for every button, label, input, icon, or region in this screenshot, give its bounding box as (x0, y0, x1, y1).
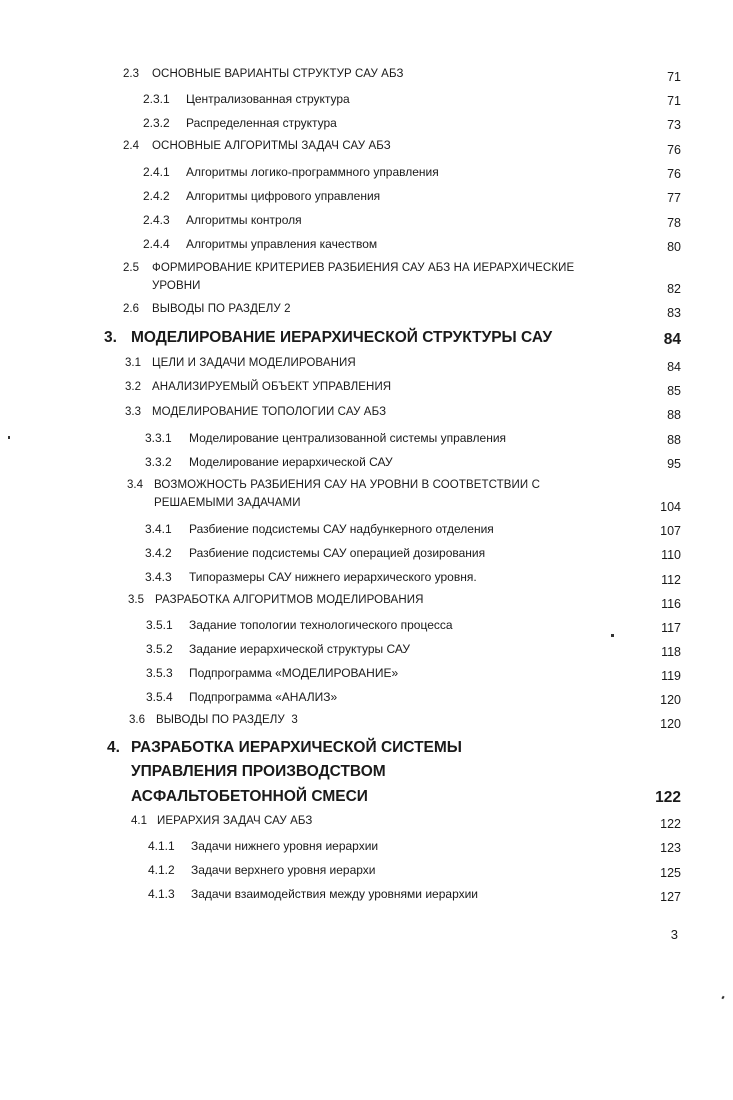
entry-number: 3.4 (127, 479, 143, 491)
entry-page: 76 (667, 167, 681, 181)
chapter-title-line-3: АСФАЛЬТОБЕТОННОЙ СМЕСИ (131, 788, 368, 805)
chapter-title-line-2: УПРАВЛЕНИЯ ПРОИЗВОДСТВОМ (131, 763, 386, 780)
entry-number: 2.3.2 (143, 116, 170, 130)
entry-page: 95 (667, 457, 681, 471)
entry-number: 2.3 (123, 68, 139, 80)
entry-page: 83 (667, 306, 681, 320)
entry-title: ЦЕЛИ И ЗАДАЧИ МОДЕЛИРОВАНИЯ (152, 357, 356, 369)
entry-number: 3.5.1 (146, 618, 173, 632)
entry-number: 3.5.3 (146, 666, 173, 680)
entry-number: 2.4 (123, 140, 139, 152)
entry-number: 2.4.4 (143, 237, 170, 251)
entry-title: Алгоритмы цифрового управления (186, 189, 381, 203)
entry-title: Алгоритмы управления качеством (186, 237, 378, 251)
entry-page: 119 (661, 669, 681, 683)
entry-title: РАЗРАБОТКА АЛГОРИТМОВ МОДЕЛИРОВАНИЯ (155, 594, 424, 606)
chapter-title-line-1: РАЗРАБОТКА ИЕРАРХИЧЕСКОЙ СИСТЕМЫ (131, 739, 462, 756)
entry-number: 4.1.3 (148, 887, 175, 901)
entry-number: 2.4.2 (143, 189, 170, 203)
entry-page: 71 (667, 94, 681, 108)
entry-title: Алгоритмы контроля (186, 213, 302, 227)
entry-number: 3.1 (125, 357, 141, 369)
entry-title-line-1: ВОЗМОЖНОСТЬ РАЗБИЕНИЯ САУ НА УРОВНИ В СООТВЕТСТВИИ С (154, 479, 540, 491)
entry-number: 3.5.2 (146, 642, 173, 656)
entry-page: 88 (667, 408, 681, 422)
entry-title: ОСНОВНЫЕ ВАРИАНТЫ СТРУКТУР САУ АБЗ (152, 68, 404, 80)
entry-number: 3.6 (129, 714, 145, 726)
entry-page: 88 (667, 433, 681, 447)
entry-title-line-2: УРОВНИ (152, 280, 201, 292)
entry-number: 2.5 (123, 262, 139, 274)
entry-page: 122 (660, 817, 681, 831)
entry-title: ИЕРАРХИЯ ЗАДАЧ САУ АБЗ (157, 815, 313, 827)
entry-title: Моделирование централизованной системы управления (189, 431, 507, 445)
entry-title: Задачи нижнего уровня иерархии (191, 839, 379, 853)
page-number: 3 (670, 927, 678, 942)
entry-number: 3.4.3 (145, 570, 172, 584)
entry-page: 85 (667, 384, 681, 398)
entry-number: 2.6 (123, 303, 139, 315)
entry-page: 110 (661, 548, 681, 562)
entry-title: Типоразмеры САУ нижнего иерархического уровня. (189, 570, 477, 584)
entry-number: 3.4.1 (145, 522, 172, 536)
entry-number: 4.1 (131, 815, 147, 827)
entry-number: 3.3.2 (145, 455, 172, 469)
entry-number: 3.5.4 (146, 690, 173, 704)
entry-page: 123 (660, 841, 681, 855)
entry-title: ОСНОВНЫЕ АЛГОРИТМЫ ЗАДАЧ САУ АБЗ (152, 140, 391, 152)
entry-title: Разбиение подсистемы САУ надбункерного отделения (189, 522, 494, 536)
entry-page: 120 (660, 693, 681, 707)
chapter-title: МОДЕЛИРОВАНИЕ ИЕРАРХИЧЕСКОЙ СТРУКТУРЫ САУ (131, 329, 553, 346)
entry-number: 2.4.1 (143, 165, 170, 179)
entry-title: Задачи верхнего уровня иерархи (191, 863, 376, 877)
entry-number: 3.4.2 (145, 546, 172, 560)
entry-number: 3.3.1 (145, 431, 172, 445)
entry-page: 82 (667, 282, 681, 296)
entry-number: 2.3.1 (143, 92, 170, 106)
entry-number: 3.2 (125, 381, 141, 393)
chapter-number: 3. (104, 329, 117, 346)
scan-speck (611, 634, 614, 637)
entry-page: 120 (660, 717, 681, 731)
entry-page: 77 (667, 191, 681, 205)
entry-title: Централизованная структура (186, 92, 350, 106)
entry-title-line-1: ФОРМИРОВАНИЕ КРИТЕРИЕВ РАЗБИЕНИЯ САУ АБЗ НА ИЕРАРХИЧЕСКИЕ (152, 262, 575, 274)
chapter-page: 122 (655, 789, 681, 806)
entry-page: 116 (661, 597, 681, 611)
entry-page: 125 (660, 866, 681, 880)
entry-page: 117 (661, 621, 681, 635)
entry-number: 2.4.3 (143, 213, 170, 227)
entry-title: ВЫВОДЫ ПО РАЗДЕЛУ 2 (152, 303, 291, 315)
entry-title: ВЫВОДЫ ПО РАЗДЕЛУ 3 (156, 714, 298, 726)
entry-page: 107 (660, 524, 681, 538)
entry-number: 3.3 (125, 406, 141, 418)
entry-page: 78 (667, 216, 681, 230)
entry-title: Моделирование иерархической САУ (189, 455, 393, 469)
entry-number: 3.5 (128, 594, 144, 606)
entry-page: 80 (667, 240, 681, 254)
entry-page: 104 (660, 500, 681, 514)
entry-title: Задачи взаимодействия между уровнями иерархии (191, 887, 479, 901)
entry-title: Подпрограмма «МОДЕЛИРОВАНИЕ» (189, 666, 399, 680)
scan-speck (8, 436, 10, 439)
entry-title: Разбиение подсистемы САУ операцией дозирования (189, 546, 486, 560)
entry-number: 4.1.1 (148, 839, 175, 853)
entry-page: 73 (667, 118, 681, 132)
entry-page: 118 (661, 645, 681, 659)
entry-title: Задание топологии технологического процесса (189, 618, 453, 632)
entry-page: 84 (667, 360, 681, 374)
entry-title: Распределенная структура (186, 116, 337, 130)
chapter-page: 84 (663, 331, 681, 348)
entry-title: Задание иерархической структуры САУ (189, 642, 410, 656)
scan-speck (721, 996, 724, 1000)
entry-title: Подпрограмма «АНАЛИЗ» (189, 690, 338, 704)
entry-title: АНАЛИЗИРУЕМЫЙ ОБЪЕКТ УПРАВЛЕНИЯ (152, 381, 392, 393)
entry-page: 112 (661, 573, 681, 587)
entry-page: 127 (660, 890, 681, 904)
entry-page: 71 (667, 70, 681, 84)
chapter-number: 4. (107, 739, 120, 756)
entry-title: Алгоритмы логико-программного управления (186, 165, 439, 179)
entry-title-line-2: РЕШАЕМЫМИ ЗАДАЧАМИ (154, 497, 301, 509)
entry-title: МОДЕЛИРОВАНИЕ ТОПОЛОГИИ САУ АБЗ (152, 406, 387, 418)
entry-page: 76 (667, 143, 681, 157)
entry-number: 4.1.2 (148, 863, 175, 877)
